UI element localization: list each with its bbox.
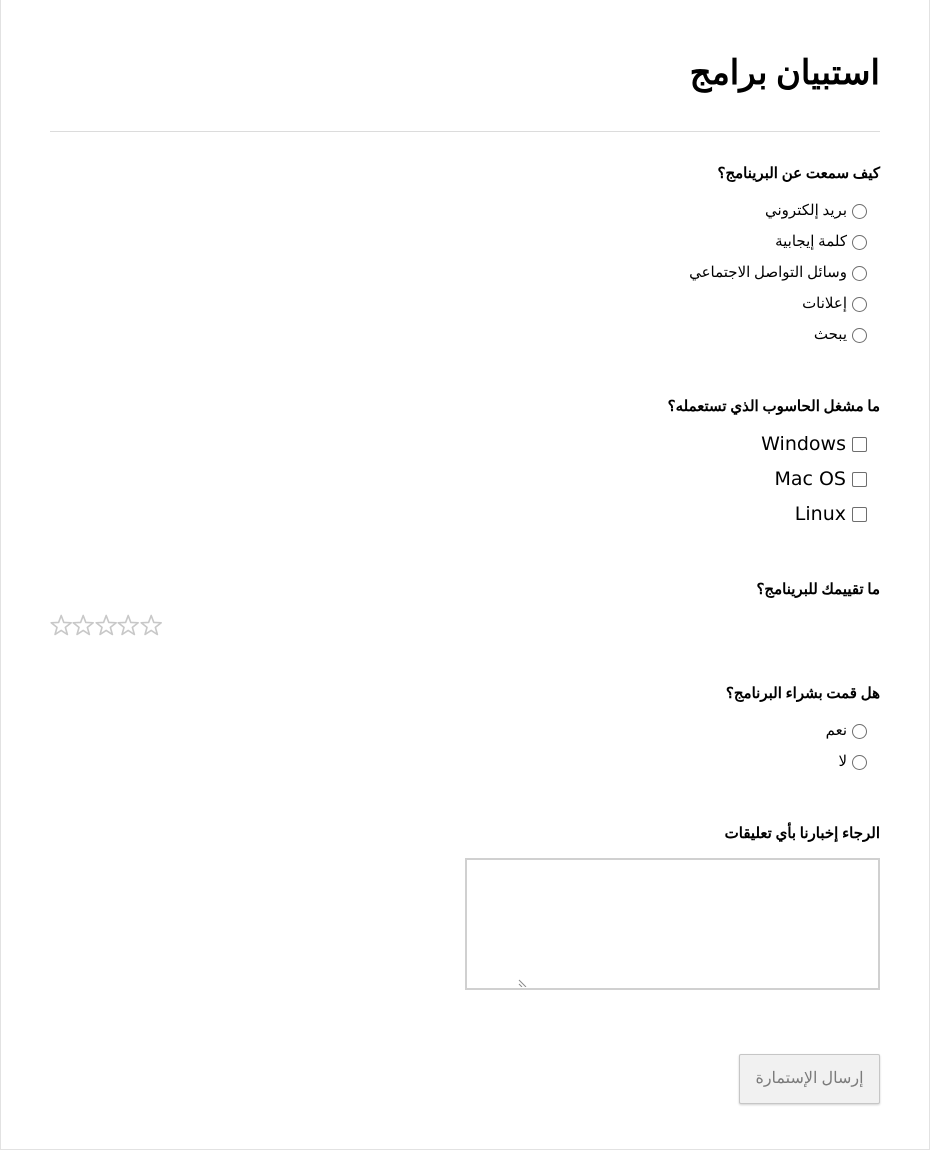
checkbox[interactable] [852, 507, 867, 522]
radio-button[interactable] [852, 297, 867, 312]
option-label: بريد إلكتروني [765, 203, 847, 219]
option-label: وسائل التواصل الاجتماعي [689, 265, 847, 281]
option-os-linux[interactable] [795, 503, 867, 525]
question-source-label: كيف سمعت عن البرينامج؟ [717, 166, 880, 182]
option-label: يبحث [813, 327, 847, 343]
radio-button[interactable] [852, 724, 867, 739]
checkbox[interactable] [852, 472, 867, 487]
option-label: Windows [761, 433, 846, 455]
question-comments-label: الرجاء إخبارنا بأي تعليقات [724, 826, 880, 842]
title-divider [50, 131, 880, 132]
comments-textarea[interactable] [465, 858, 880, 990]
radio-button[interactable] [852, 204, 867, 219]
star-icon[interactable] [72, 612, 94, 638]
option-purchase-no[interactable] [838, 751, 867, 773]
star-icon[interactable] [50, 612, 72, 638]
option-label: Linux [794, 503, 846, 525]
option-source-social-media[interactable] [689, 262, 867, 284]
option-label: نعم [825, 723, 847, 739]
question-os-label: ما مشغل الحاسوب الذي تستعمله؟ [667, 399, 880, 415]
star-rating [50, 612, 162, 638]
option-label: لا [838, 754, 847, 770]
radio-button[interactable] [852, 235, 867, 250]
option-source-word-of-mouth[interactable] [775, 231, 867, 253]
option-label: كلمة إيجابية [775, 234, 847, 250]
radio-button[interactable] [852, 266, 867, 281]
option-source-email[interactable] [765, 200, 867, 222]
question-purchase-label: هل قمت بشراء البرنامج؟ [725, 686, 880, 702]
star-icon[interactable] [117, 612, 139, 638]
radio-button[interactable] [852, 328, 867, 343]
option-os-windows[interactable] [761, 433, 867, 455]
submit-button[interactable]: إرسال الإستمارة [739, 1054, 880, 1104]
star-icon[interactable] [140, 612, 162, 638]
question-rating-label: ما تقييمك للبرينامج؟ [756, 582, 880, 598]
resize-grip-icon[interactable] [518, 977, 528, 987]
form-title: استبيان برامج [689, 55, 880, 92]
option-label: إعلانات [802, 296, 847, 312]
option-source-ads[interactable] [802, 293, 867, 315]
option-purchase-yes[interactable] [826, 720, 867, 742]
star-icon[interactable] [95, 612, 117, 638]
option-source-search[interactable] [814, 324, 867, 346]
option-label: Mac OS [774, 468, 846, 490]
radio-button[interactable] [852, 755, 867, 770]
option-os-macos[interactable] [774, 468, 867, 490]
checkbox[interactable] [852, 437, 867, 452]
